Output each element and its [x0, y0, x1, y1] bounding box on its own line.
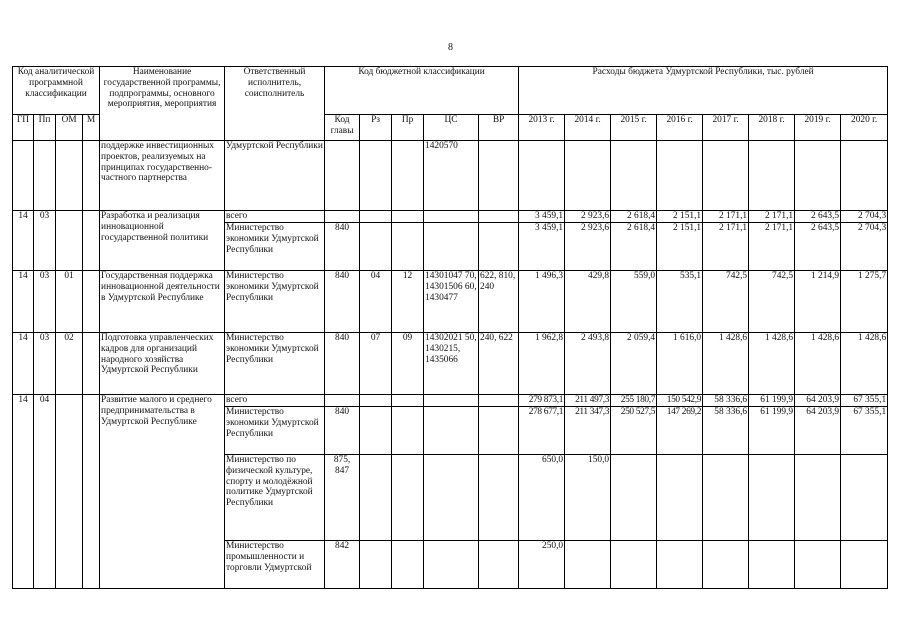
expense-value-cell [795, 541, 841, 589]
expense-value-cell [749, 541, 795, 589]
vr-cell [479, 395, 519, 407]
expense-value-cell: 147 269,2 [657, 407, 703, 455]
expense-value-cell: 3 459,1 [519, 223, 565, 271]
m-cell [83, 271, 100, 333]
header-year: 2019 г. [795, 115, 841, 141]
kod-glavy-cell [325, 395, 360, 407]
expense-value-cell [657, 541, 703, 589]
expense-value-cell: 2 171,1 [703, 211, 749, 223]
rz-cell [360, 211, 392, 223]
m-cell [83, 333, 100, 395]
header-year: 2015 г. [611, 115, 657, 141]
om-cell [56, 395, 83, 589]
executor-cell: Министерство экономики Удмуртской Республики [225, 333, 325, 395]
expense-value-cell: 2 618,4 [611, 211, 657, 223]
header-executor: Ответственный исполнитель, соисполнитель [225, 67, 325, 141]
expense-value-cell: 742,5 [703, 271, 749, 333]
expense-value-cell: 1 275,7 [841, 271, 888, 333]
vr-cell [479, 211, 519, 223]
header-kod-glavy: Код главы [325, 115, 360, 141]
header-cs: ЦС [424, 115, 479, 141]
expense-value-cell [795, 141, 841, 211]
expense-value-cell [657, 455, 703, 541]
header-year: 2018 г. [749, 115, 795, 141]
om-cell [56, 141, 83, 211]
program-name-cell: поддержке инвестиционных проектов, реализуемых на принципах государственно-частного партнерства [100, 141, 225, 211]
expense-value-cell: 1 214,9 [795, 271, 841, 333]
expense-value-cell: 650,0 [519, 455, 565, 541]
expense-value-cell: 559,0 [611, 271, 657, 333]
vr-cell: 240, 622 [479, 333, 519, 395]
executor-cell: Удмуртской Республики [225, 141, 325, 211]
expense-value-cell: 2 704,3 [841, 211, 888, 223]
cs-cell [424, 211, 479, 223]
expense-value-cell [703, 455, 749, 541]
pr-cell [392, 141, 424, 211]
table-row [13, 271, 888, 333]
expense-value-cell: 250 527,5 [611, 407, 657, 455]
gp-cell: 14 [13, 395, 34, 589]
header-year: 2016 г. [657, 115, 703, 141]
table-row [13, 333, 888, 395]
program-name-cell: Подготовка управленческих кадров для организаций народного хозяйства Удмуртской Республики [100, 333, 225, 395]
cs-cell: 1420570 [424, 141, 479, 211]
expense-value-cell [611, 455, 657, 541]
om-cell [56, 211, 83, 271]
vr-cell [479, 541, 519, 589]
expense-value-cell: 64 203,9 [795, 395, 841, 407]
expense-value-cell: 1 428,6 [795, 333, 841, 395]
expense-value-cell: 67 355,1 [841, 407, 888, 455]
m-cell [83, 395, 100, 589]
expense-value-cell [565, 541, 611, 589]
expense-value-cell: 742,5 [749, 271, 795, 333]
expense-value-cell: 211 347,3 [565, 407, 611, 455]
kod-glavy-cell [325, 141, 360, 211]
vr-cell [479, 141, 519, 211]
expense-value-cell: 250,0 [519, 541, 565, 589]
kod-glavy-cell: 840 [325, 223, 360, 271]
expense-value-cell: 1 616,0 [657, 333, 703, 395]
executor-cell: Министерство экономики Удмуртской Республики [225, 407, 325, 455]
executor-cell: Министерство промышленности и торговли Удмуртской [225, 541, 325, 589]
rz-cell [360, 455, 392, 541]
expense-value-cell: 255 180,7 [611, 395, 657, 407]
expense-value-cell: 1 962,8 [519, 333, 565, 395]
executor-cell: всего [225, 211, 325, 223]
expense-value-cell: 2 151,1 [657, 211, 703, 223]
expense-value-cell [841, 141, 888, 211]
header-pp: Пп [34, 115, 56, 141]
cs-cell [424, 407, 479, 455]
gp-cell: 14 [13, 333, 34, 395]
budget-table [12, 66, 888, 589]
header-expenses-group: Расходы бюджета Удмуртской Республики, тыс. рублей [519, 67, 888, 115]
expense-value-cell: 2 151,1 [657, 223, 703, 271]
cs-cell: 14301047 70, 14301506 60, 1430477 [424, 271, 479, 333]
cs-cell [424, 395, 479, 407]
pp-cell: 04 [34, 395, 56, 589]
gp-cell: 14 [13, 271, 34, 333]
expense-value-cell: 1 428,6 [749, 333, 795, 395]
expense-value-cell: 278 677,1 [519, 407, 565, 455]
pp-cell [34, 141, 56, 211]
expense-value-cell: 2 171,1 [749, 223, 795, 271]
pp-cell: 03 [34, 333, 56, 395]
pp-cell: 03 [34, 271, 56, 333]
pr-cell [392, 395, 424, 407]
expense-value-cell: 2 704,3 [841, 223, 888, 271]
expense-value-cell: 279 873,1 [519, 395, 565, 407]
vr-cell [479, 455, 519, 541]
rz-cell: 07 [360, 333, 392, 395]
expense-value-cell: 211 497,3 [565, 395, 611, 407]
program-name-cell: Развитие малого и среднего предпринимательства в Удмуртской Республике [100, 395, 225, 589]
expense-value-cell: 64 203,9 [795, 407, 841, 455]
header-gp: ГП [13, 115, 34, 141]
program-name-cell: Государственная поддержка инновационной деятельности в Удмуртской Республике [100, 271, 225, 333]
expense-value-cell: 2 923,6 [565, 211, 611, 223]
header-rz: Рз [360, 115, 392, 141]
expense-value-cell [795, 455, 841, 541]
cs-cell: 14302021 50, 1430215, 1435066 [424, 333, 479, 395]
kod-glavy-cell: 840 [325, 407, 360, 455]
header-year: 2013 г. [519, 115, 565, 141]
expense-value-cell: 150 542,9 [657, 395, 703, 407]
expense-value-cell: 1 496,3 [519, 271, 565, 333]
m-cell [83, 141, 100, 211]
expense-value-cell: 2 923,6 [565, 223, 611, 271]
rz-cell [360, 395, 392, 407]
expense-value-cell [611, 141, 657, 211]
header-budget-code-group: Код бюджетной классификации [325, 67, 519, 115]
expense-value-cell: 1 428,6 [841, 333, 888, 395]
rz-cell: 04 [360, 271, 392, 333]
header-year: 2014 г. [565, 115, 611, 141]
expense-value-cell: 535,1 [657, 271, 703, 333]
expense-value-cell [703, 541, 749, 589]
table-row [13, 395, 888, 407]
expense-value-cell: 58 336,6 [703, 407, 749, 455]
cs-cell [424, 455, 479, 541]
expense-value-cell [749, 455, 795, 541]
header-om: ОМ [56, 115, 83, 141]
expense-value-cell [703, 141, 749, 211]
expense-value-cell: 2 171,1 [703, 223, 749, 271]
kod-glavy-cell [325, 211, 360, 223]
executor-cell: всего [225, 395, 325, 407]
expense-value-cell [841, 455, 888, 541]
table-row [13, 141, 888, 211]
cs-cell [424, 541, 479, 589]
expense-value-cell [565, 141, 611, 211]
header-year: 2017 г. [703, 115, 749, 141]
expense-value-cell: 2 643,5 [795, 223, 841, 271]
rz-cell [360, 223, 392, 271]
header-pr: Пр [392, 115, 424, 141]
expense-value-cell: 3 459,1 [519, 211, 565, 223]
gp-cell: 14 [13, 211, 34, 271]
executor-cell: Министерство экономики Удмуртской Республики [225, 271, 325, 333]
m-cell [83, 211, 100, 271]
pr-cell [392, 541, 424, 589]
expense-value-cell: 2 643,5 [795, 211, 841, 223]
om-cell: 02 [56, 333, 83, 395]
expense-value-cell: 61 199,9 [749, 395, 795, 407]
pp-cell: 03 [34, 211, 56, 271]
expense-value-cell [611, 541, 657, 589]
pr-cell [392, 223, 424, 271]
program-name-cell: Разработка и реализация инновационной государственной политики [100, 211, 225, 271]
expense-value-cell: 1 428,6 [703, 333, 749, 395]
kod-glavy-cell: 842 [325, 541, 360, 589]
expense-value-cell: 2 618,4 [611, 223, 657, 271]
rz-cell [360, 541, 392, 589]
om-cell: 01 [56, 271, 83, 333]
expense-value-cell: 150,0 [565, 455, 611, 541]
header-row-1 [13, 67, 888, 115]
kod-glavy-cell: 840 [325, 333, 360, 395]
expense-value-cell [749, 141, 795, 211]
header-code-group: Код аналитической программной классификации [13, 67, 100, 115]
rz-cell [360, 141, 392, 211]
expense-value-cell: 61 199,9 [749, 407, 795, 455]
header-name: Наименование государственной программы, подпрограммы, основного мероприятия, мероприятия [100, 67, 225, 141]
rz-cell [360, 407, 392, 455]
gp-cell [13, 141, 34, 211]
expense-value-cell [657, 141, 703, 211]
expense-value-cell [519, 141, 565, 211]
expense-value-cell: 2 171,1 [749, 211, 795, 223]
expense-value-cell [841, 541, 888, 589]
header-year: 2020 г. [841, 115, 888, 141]
executor-cell: Министерство экономики Удмуртской Республики [225, 223, 325, 271]
vr-cell [479, 407, 519, 455]
header-m: М [83, 115, 100, 141]
table-row [13, 211, 888, 223]
executor-cell: Министерство по физической культуре, спорту и молодёжной политике Удмуртской Республики [225, 455, 325, 541]
expense-value-cell: 58 336,6 [703, 395, 749, 407]
kod-glavy-cell: 840 [325, 271, 360, 333]
vr-cell [479, 223, 519, 271]
page-number: 8 [448, 42, 453, 53]
pr-cell [392, 211, 424, 223]
header-vr: ВР [479, 115, 519, 141]
pr-cell [392, 407, 424, 455]
kod-glavy-cell: 875, 847 [325, 455, 360, 541]
expense-value-cell: 2 493,8 [565, 333, 611, 395]
pr-cell: 12 [392, 271, 424, 333]
expense-value-cell: 429,8 [565, 271, 611, 333]
pr-cell: 09 [392, 333, 424, 395]
pr-cell [392, 455, 424, 541]
expense-value-cell: 2 059,4 [611, 333, 657, 395]
expense-value-cell: 67 355,1 [841, 395, 888, 407]
cs-cell [424, 223, 479, 271]
vr-cell: 622, 810, 240 [479, 271, 519, 333]
